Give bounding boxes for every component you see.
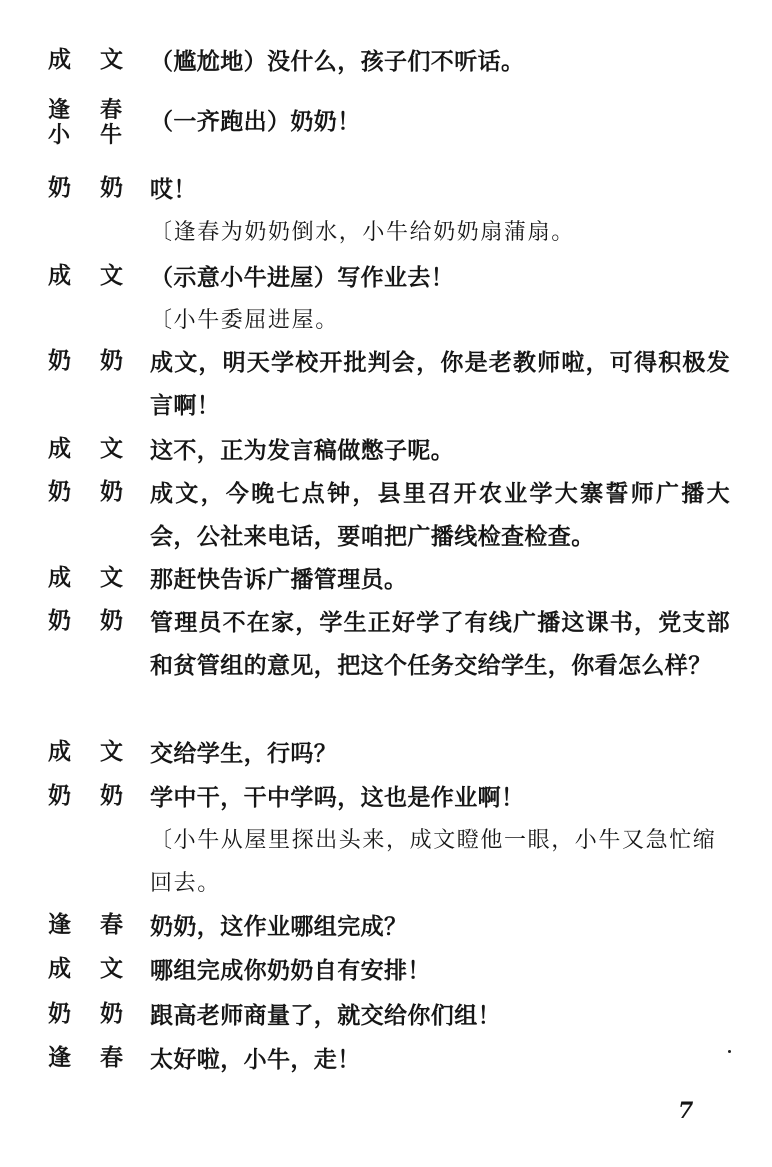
dialogue-text: （示意小牛进屋）写作业去！ (150, 264, 455, 291)
dialogue-text: 那赶快告诉广播管理员。 (150, 566, 408, 593)
dialogue-text: 成文，明天学校开批判会，你是老教师啦，可得积极发言啊！ (150, 349, 730, 419)
speaker-name: 奶 奶 (48, 478, 123, 505)
speaker-name: 成 文 (48, 738, 123, 765)
dialogue-text: 交给学生，行吗？ (150, 740, 338, 767)
speaker-name: 成 文 (48, 955, 123, 982)
dialogue-text: （尴尬地）没什么，孩子们不听话。 (150, 48, 525, 75)
dialogue-text: 成文，今晚七点钟，县里召开农业学大寨誓师广播大会，公社来电话，要咱把广播线检查检查。 (150, 480, 730, 550)
speaker-pair: 逢 春 小 牛 (48, 97, 123, 148)
script-page: 成 文 （尴尬地）没什么，孩子们不听话。 逢 春 小 牛 （一齐跑出）奶奶！ 奶 奶 哎！ 〔逢春为奶奶倒水，小牛给奶奶扇蒲扇。 成 文 （示意小牛进屋）写作业去！ 〔小牛委屈进屋。 奶 奶 成文，明天学校开批判会，你是老教师啦，可得积极发言啊！ 成 文 这不，正为发言稿做憋子呢。 奶 奶 成文，今晚七点钟，县里召开农业学大寨誓师广播大会，公社来电话，要咱把广播线检查检查。 成 文 那赶快告诉广播管理员。 奶 奶 管理员不在家，学生正好学了有线广播这课书，党支部和贫管组的意见，把这个任务交给学生，你看怎么样？ 成 文 交给学生，行吗？ 奶 奶 学中干，干中学吗，这也是作业啊！ 〔小牛从屋里探出头来，成文瞪他一眼，小牛又急忙缩回去。 逢 春 奶奶，这作业哪组完成？ 成 文 哪组完成你奶奶自有安排！ 奶 奶 跟高老师商量了，就交给你们组！ 逢 春 太好啦，小牛，走！ 7 (0, 0, 772, 1167)
dialogue-text: 跟高老师商量了，就交给你们组！ (150, 1002, 501, 1029)
speaker-name: 成 文 (48, 46, 123, 73)
dialogue-text: 太好啦，小牛，走！ (150, 1046, 361, 1073)
dialogue-text: 奶奶，这作业哪组完成？ (150, 913, 408, 940)
dialogue-text: （一齐跑出）奶奶！ (150, 108, 361, 135)
speaker-name: 成 文 (48, 262, 123, 289)
dialogue-text: 管理员不在家，学生正好学了有线广播这课书，党支部和贫管组的意见，把这个任务交给学生，你看怎么样？ (150, 609, 730, 679)
dialogue-text: 这不，正为发言稿做憋子呢。 (150, 437, 455, 464)
speaker-name: 奶 奶 (48, 607, 123, 634)
ink-speck (728, 1050, 731, 1053)
dialogue-text: 学中干，干中学吗，这也是作业啊！ (150, 784, 525, 811)
speaker-name: 成 文 (48, 564, 123, 591)
dialogue-text: 哎！ (150, 176, 197, 203)
speaker-name: 奶 奶 (48, 347, 123, 374)
speaker-name: 逢 春 (48, 911, 123, 938)
speaker-name: 逢 春 (48, 1044, 123, 1071)
speaker-name: 奶 奶 (48, 782, 123, 809)
speaker-name: 奶 奶 (48, 174, 123, 201)
page-number: 7 (678, 1098, 694, 1124)
speaker-name: 奶 奶 (48, 1000, 123, 1027)
dialogue-text: 哪组完成你奶奶自有安排！ (150, 957, 431, 984)
speaker-name: 成 文 (48, 435, 123, 462)
